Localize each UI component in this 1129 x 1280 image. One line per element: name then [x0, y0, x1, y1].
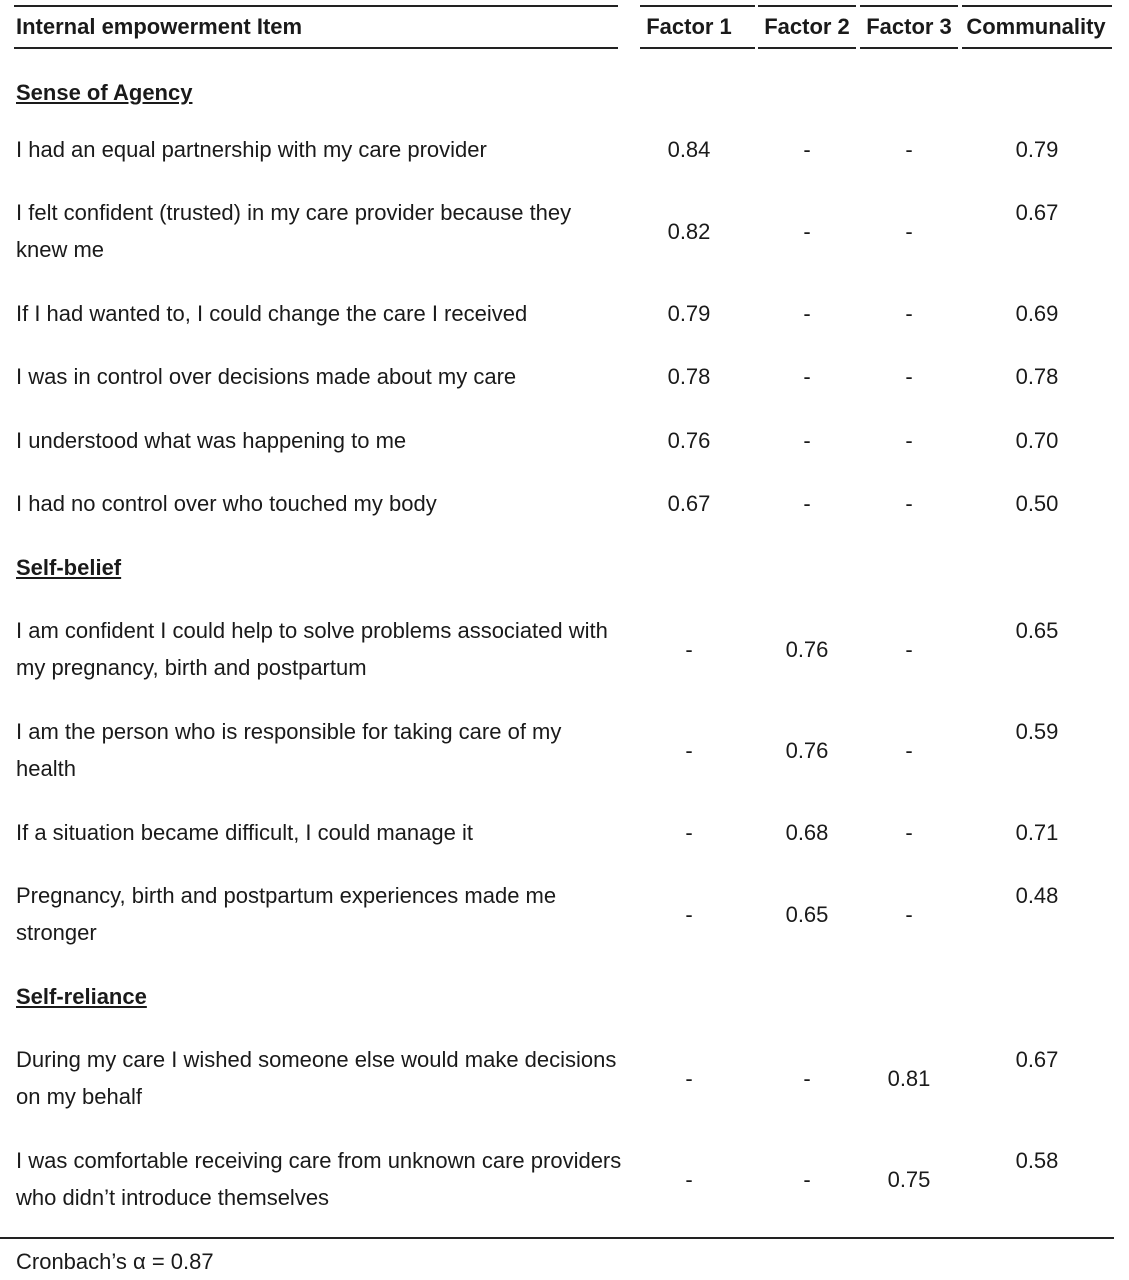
communality-value: 0.67 — [1015, 200, 1059, 225]
factor1-loading: 0.84 — [667, 137, 711, 162]
communality-value: 0.78 — [1015, 364, 1059, 389]
factor2-loading: - — [803, 428, 811, 453]
factor3-loading: - — [905, 491, 913, 516]
table-row-item: I understood what was happening to me — [16, 428, 407, 453]
factor2-loading: - — [803, 219, 811, 244]
factor3-loading: 0.81 — [887, 1066, 931, 1091]
factor1-loading: 0.78 — [667, 364, 711, 389]
table-row-item: I was in control over decisions made about my care — [16, 364, 517, 389]
factor3-loading: - — [905, 219, 913, 244]
factor3-loading: - — [905, 301, 913, 326]
table-row-item: During my care I wished someone else would make decisions on my behalf — [16, 1047, 617, 1109]
factor3-loading: - — [905, 902, 913, 927]
factor3-loading: - — [905, 137, 913, 162]
communality-value: 0.58 — [1015, 1148, 1059, 1173]
factor2-loading: - — [803, 1167, 811, 1192]
header-factor3: Factor 3 — [866, 14, 952, 39]
section-title: Sense of Agency — [16, 80, 193, 105]
factor2-loading: 0.65 — [785, 902, 829, 927]
header-rule — [14, 47, 618, 49]
table-row-item: If I had wanted to, I could change the care I received — [16, 301, 528, 326]
factor1-loading: - — [685, 738, 693, 763]
factor2-loading: - — [803, 364, 811, 389]
factor3-loading: - — [905, 820, 913, 845]
header-rule — [758, 47, 856, 49]
section-title: Self-belief — [16, 555, 122, 580]
factor3-loading: 0.75 — [887, 1167, 931, 1192]
communality-value: 0.71 — [1015, 820, 1059, 845]
bottom-rule — [0, 1237, 1114, 1239]
communality-value: 0.48 — [1015, 883, 1059, 908]
table-row-item: I had no control over who touched my body — [16, 491, 437, 516]
factor3-loading: - — [905, 637, 913, 662]
header-rule — [962, 47, 1112, 49]
factor1-loading: - — [685, 637, 693, 662]
communality-value: 0.65 — [1015, 618, 1059, 643]
factor1-loading: - — [685, 1066, 693, 1091]
communality-value: 0.50 — [1015, 491, 1059, 516]
factor1-loading: 0.82 — [667, 219, 711, 244]
table-row-item: I had an equal partnership with my care provider — [16, 137, 487, 162]
table-row-item: I am the person who is responsible for taking care of my health — [16, 719, 562, 781]
factor1-loading: 0.67 — [667, 491, 711, 516]
factor2-loading: 0.68 — [785, 820, 829, 845]
factor2-loading: - — [803, 137, 811, 162]
factor1-loading: - — [685, 820, 693, 845]
header-communality: Communality — [966, 14, 1106, 39]
header-rule — [640, 47, 755, 49]
cronbach-alpha-note: Cronbach’s α = 0.87 — [16, 1249, 214, 1274]
factor2-loading: 0.76 — [785, 637, 829, 662]
header-factor2: Factor 2 — [764, 14, 850, 39]
factor2-loading: - — [803, 491, 811, 516]
table-row-item: I felt confident (trusted) in my care provider because they knew me — [16, 200, 572, 262]
factor2-loading: - — [803, 301, 811, 326]
communality-value: 0.59 — [1015, 719, 1059, 744]
factor2-loading: - — [803, 1066, 811, 1091]
communality-value: 0.67 — [1015, 1047, 1059, 1072]
factor1-loading: - — [685, 1167, 693, 1192]
table-row-item: I was comfortable receiving care from unknown care providers who didn’t introduce themselves — [16, 1148, 622, 1210]
factor2-loading: 0.76 — [785, 738, 829, 763]
header-item: Internal empowerment Item — [16, 14, 303, 39]
factor1-loading: 0.79 — [667, 301, 711, 326]
header-factor1: Factor 1 — [646, 14, 732, 39]
table-row-item: I am confident I could help to solve problems associated with my pregnancy, birth and postpartum — [16, 618, 608, 680]
factor3-loading: - — [905, 428, 913, 453]
table-row-item: Pregnancy, birth and postpartum experiences made me stronger — [16, 883, 557, 945]
factor3-loading: - — [905, 738, 913, 763]
communality-value: 0.69 — [1015, 301, 1059, 326]
communality-value: 0.79 — [1015, 137, 1059, 162]
communality-value: 0.70 — [1015, 428, 1059, 453]
factor3-loading: - — [905, 364, 913, 389]
header-rule — [860, 47, 958, 49]
section-title: Self-reliance — [16, 984, 147, 1009]
table-row-item: If a situation became difficult, I could manage it — [16, 820, 473, 845]
factor1-loading: - — [685, 902, 693, 927]
factor1-loading: 0.76 — [667, 428, 711, 453]
